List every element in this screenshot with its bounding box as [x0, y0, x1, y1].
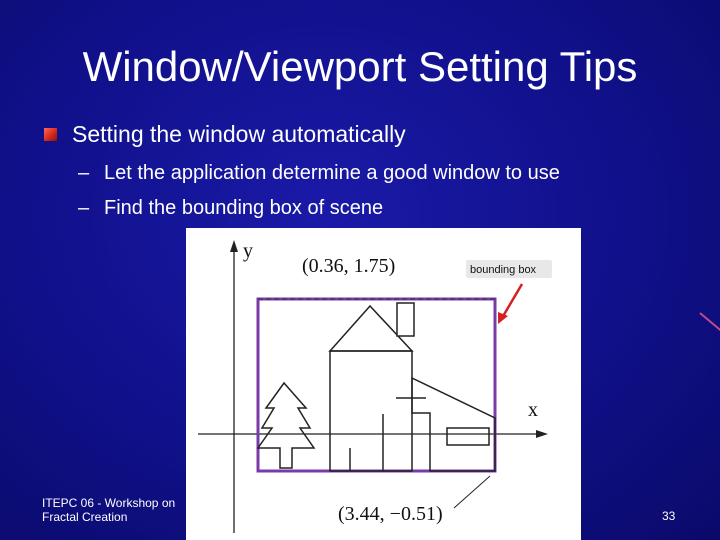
footer-line-1: ITEPC 06 - Workshop on	[42, 496, 176, 510]
bounding-box-figure	[186, 228, 581, 540]
footer-text	[42, 496, 175, 524]
footer-line-2: Fractal Creation	[42, 510, 128, 524]
y-axis-label: y	[243, 240, 253, 262]
top-left-coordinate: (0.36, 1.75)	[302, 255, 396, 277]
bullet-square-icon	[44, 128, 57, 141]
sub-bullet-dash-2: –	[78, 197, 90, 219]
y-axis-arrow-icon	[230, 240, 238, 252]
callout-label: bounding box	[470, 264, 537, 276]
sub-bullet-2: Find the bounding box of scene	[104, 197, 384, 219]
callout-arrow-head-icon	[498, 312, 508, 324]
garage-window	[447, 428, 489, 445]
main-bullet-text: Setting the window automatically	[72, 121, 406, 147]
x-axis-label: x	[528, 399, 538, 421]
callout-arrow-line	[502, 284, 522, 318]
decorative-line	[699, 312, 720, 333]
house-chimney	[397, 303, 414, 336]
house-body	[330, 351, 412, 471]
page-number: 33	[662, 509, 676, 523]
tree-shape	[258, 383, 314, 468]
sub-bullet-1: Let the application determine a good window to use	[104, 162, 560, 184]
bottom-right-coordinate: (3.44, −0.51)	[338, 503, 443, 525]
x-axis-arrow-icon	[536, 430, 548, 438]
garage-outline	[412, 378, 495, 471]
sub-bullet-dash-1: –	[78, 162, 90, 184]
slide-title: Window/Viewport Setting Tips	[82, 43, 638, 90]
figure-drawing	[186, 228, 581, 540]
coordinate-leader-line	[454, 476, 490, 508]
